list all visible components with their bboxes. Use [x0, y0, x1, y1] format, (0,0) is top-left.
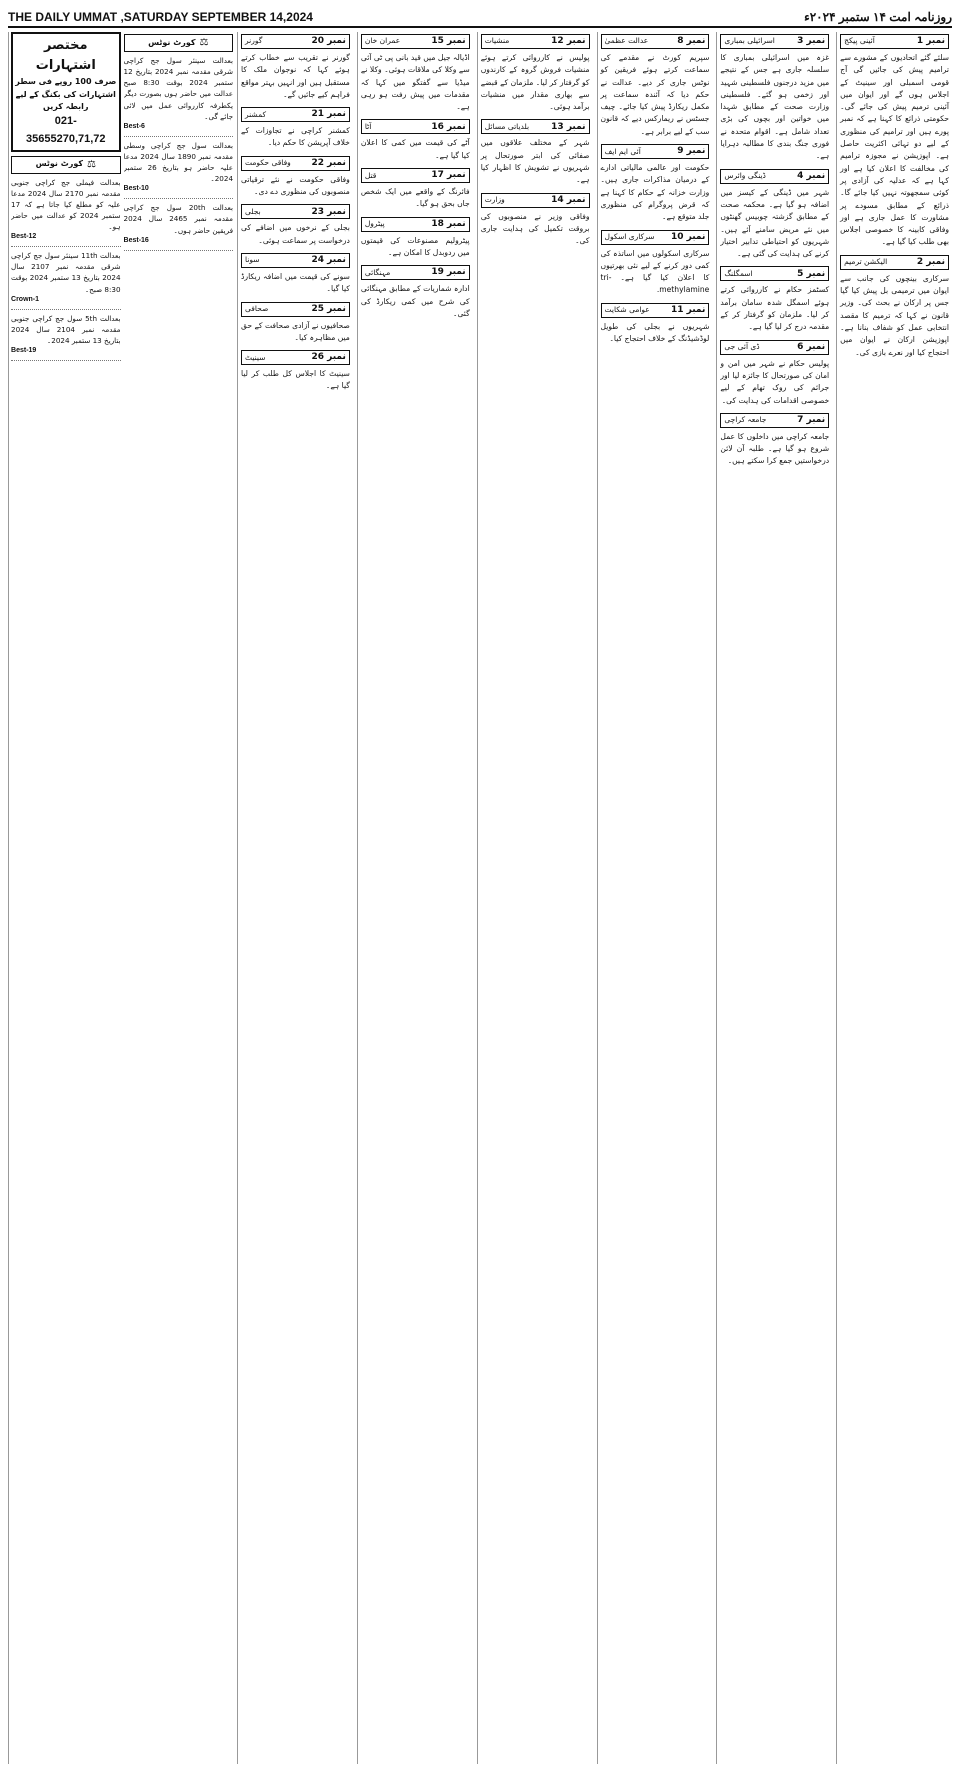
- story-number: نمبر 15: [431, 36, 466, 47]
- story-continuation-title: عمران خان: [364, 36, 401, 46]
- court-notice-ref: Best-16: [123, 236, 149, 244]
- story-number-box: [241, 107, 350, 122]
- story-text: شہر کے مختلف علاقوں میں صفائی کی ابتر صورتحال پر شہریوں نے تشویش کا اظہار کیا ہے۔: [480, 138, 590, 185]
- classified-ads-column: [11, 32, 121, 1764]
- story-text: شہر میں ڈینگی کے کیسز میں اضافہ ہو گیا ہے۔ محکمہ صحت کے مطابق گزشتہ چوبیس گھنٹوں میں نئے مریض سامنے آئے ہیں۔ شہریوں کو احتیاطی تدابیر اختیار کرنے کی ہدایت کی گئی ہے۔: [720, 187, 830, 259]
- court-notice-ref: Best-19: [11, 347, 37, 355]
- story-continuation-title: آٹا: [364, 121, 372, 131]
- story-number-box: [481, 34, 590, 49]
- court-notice: [11, 177, 121, 248]
- story-continuation-title: پیٹرول: [364, 219, 385, 229]
- story-number: نمبر 2: [916, 256, 945, 267]
- court-notice-header: [124, 34, 234, 52]
- news-column-5: [357, 32, 473, 1764]
- story-number-box: [361, 119, 470, 134]
- news-story: [241, 253, 350, 296]
- news-column-2: [716, 32, 832, 1764]
- news-column-4: [477, 32, 593, 1764]
- classified-section: [8, 32, 233, 1764]
- story-text: جامعہ کراچی میں داخلوں کا عمل شروع ہو گیا ہے۔ طلبہ آن لائن درخواستیں جمع کرا سکتے ہیں۔: [720, 431, 830, 466]
- story-text: سرکاری بینچوں کی جانب سے ایوان میں ترمیمی بل پیش کیا گیا جس پر ارکان نے بحث کی۔ وزیر قانون نے کہا کہ ترمیم کا مقصد انتخابی عمل کو شفاف بنانا ہے۔ اپوزیشن ارکان نے ایوان میں احتجاج کیا اور نعرے بازی کی۔: [840, 273, 949, 357]
- story-number-box: [361, 217, 470, 232]
- story-number: نمبر 17: [431, 170, 466, 181]
- story-number: نمبر 20: [311, 36, 346, 47]
- news-story: [720, 266, 829, 333]
- news-story: [840, 34, 949, 249]
- story-number: نمبر 18: [431, 218, 466, 229]
- court-notice-text: بعدالت سینئر سول جج کراچی شرقی مقدمہ نمبر 2024 بتاریخ 12 ستمبر 2024 بوقت 8:30 صبح عدالت میں حاضر ہوں بصورت دیگر یکطرفہ کارروائی عمل میں لائی جائے گی۔: [123, 56, 234, 121]
- story-number: نمبر 14: [551, 194, 586, 205]
- story-text: وفاقی وزیر نے منصوبوں کی بروقت تکمیل کی ہدایت جاری کی۔: [480, 211, 590, 246]
- news-story: [481, 119, 590, 186]
- classified-phone: 021-35655270,71,72: [26, 115, 106, 145]
- news-story: [601, 230, 710, 297]
- story-text: بجلی کے نرخوں میں اضافے کی درخواست پر سماعت ہوئی۔: [241, 223, 350, 245]
- court-notice-text: بعدالت 11th سینئر سول جج کراچی شرقی مقدمہ نمبر 2107 سال 2024 بتاریخ 13 ستمبر 2024 بوقت 8:30 صبح۔: [11, 251, 121, 294]
- court-notice-header-2: [11, 156, 121, 174]
- news-story: [601, 34, 710, 138]
- news-story: [361, 119, 470, 162]
- story-text: سینیٹ کا اجلاس کل طلب کر لیا گیا ہے۔: [241, 369, 350, 391]
- court-notices-column: [124, 32, 234, 1764]
- court-notice-ref: Crown-1: [11, 295, 40, 303]
- story-continuation-title: اسمگلنگ: [724, 268, 753, 278]
- story-text: آٹے کی قیمت میں کمی کا اعلان کیا گیا ہے۔: [360, 138, 470, 160]
- story-continuation-title: سونا: [245, 255, 260, 265]
- story-number-box: [720, 340, 829, 355]
- masthead: [8, 8, 952, 28]
- court-notice: [124, 140, 234, 199]
- story-number: نمبر 1: [916, 36, 945, 47]
- story-continuation-title: آئی ایم ایف: [604, 146, 641, 156]
- story-continuation-title: عدالت عظمیٰ: [604, 36, 649, 46]
- story-number: نمبر 7: [797, 415, 826, 426]
- news-story: [241, 204, 350, 247]
- story-continuation-title: ڈینگی وائرس: [724, 171, 766, 181]
- news-story: [241, 350, 350, 393]
- story-number-box: [840, 34, 949, 49]
- story-number: نمبر 26: [311, 352, 346, 363]
- story-number-box: [601, 34, 710, 49]
- story-text: پیٹرولیم مصنوعات کی قیمتوں میں ردوبدل کا امکان ہے۔: [360, 235, 470, 257]
- masthead-urdu-title: روزنامہ امت ۱۴ ستمبر ۲۰۲۴ء: [804, 10, 952, 24]
- story-number-box: [601, 303, 710, 318]
- story-continuation-title: سرکاری اسکول: [604, 231, 655, 241]
- story-number: نمبر 9: [677, 146, 706, 157]
- news-story: [361, 34, 470, 113]
- story-number-box: [601, 230, 710, 245]
- court-notice: [11, 250, 121, 309]
- story-text: گورنر نے تقریب سے خطاب کرتے ہوئے کہا کہ نوجوان ملک کا مستقبل ہیں اور انہیں بہتر مواقع فراہم کیے جائیں گے۔: [241, 53, 350, 99]
- court-notice-title-2: کورٹ نوٹس: [35, 159, 84, 169]
- classified-title: مختصر اشتہارات: [35, 38, 96, 74]
- story-continuation-title: وفاقی حکومت: [245, 158, 291, 168]
- newspaper-page: [8, 8, 952, 1764]
- news-column-3: [597, 32, 713, 1764]
- news-story: [720, 340, 829, 407]
- news-story: [720, 169, 829, 261]
- story-text: وفاقی حکومت نے نئے ترقیاتی منصوبوں کی منظوری دے دی۔: [241, 174, 350, 197]
- story-number-box: [720, 413, 829, 428]
- story-continuation-title: جامعہ کراچی: [724, 415, 767, 425]
- news-story: [241, 107, 350, 150]
- story-continuation-title: الیکشن ترمیم: [844, 257, 888, 267]
- story-number: نمبر 4: [797, 170, 826, 181]
- court-notice-title: کورٹ نوٹس: [148, 37, 196, 47]
- story-number-box: [241, 350, 350, 365]
- story-number: نمبر 6: [797, 341, 826, 352]
- story-number: نمبر 19: [431, 267, 466, 278]
- story-number-box: [241, 204, 350, 219]
- court-notice-text: بعدالت 20th سول جج کراچی مقدمہ نمبر 2465 سال 2024 فریقین حاضر ہوں۔: [123, 203, 234, 235]
- story-continuation-title: ڈی آئی جی: [724, 342, 760, 352]
- court-notice: [124, 55, 234, 137]
- story-continuation-title: عوامی شکایت: [604, 305, 650, 315]
- story-number: نمبر 8: [677, 36, 706, 47]
- story-continuation-title: سینیٹ: [245, 352, 266, 362]
- court-notice-text: بعدالت فیملی جج کراچی جنوبی مقدمہ نمبر 2170 سال 2024 مدعا علیہ کو مطلع کیا جاتا ہے کہ 17 ستمبر 2024 کو عدالت میں حاضر ہو۔: [11, 177, 121, 232]
- story-continuation-title: منشیات: [484, 36, 510, 46]
- story-number: نمبر 13: [551, 121, 586, 132]
- classified-booking: اشتہارات کی بکنگ کے لیے رابطہ کریں: [15, 89, 116, 112]
- story-text: سپریم کورٹ نے مقدمے کی سماعت کرتے ہوئے فریقین کو نوٹس جاری کر دیے۔ عدالت نے حکم دیا کہ آئندہ سماعت پر مکمل ریکارڈ پیش کیا جائے۔ چیف جسٹس نے ریمارکس دیے کہ قانون سب کے لیے برابر ہے۔: [600, 53, 710, 136]
- news-column-6: [237, 32, 353, 1764]
- story-text: ادارہ شماریات کے مطابق مہنگائی کی شرح میں کمی ریکارڈ کی گئی۔: [360, 284, 470, 318]
- story-number-box: [720, 34, 829, 49]
- story-number: نمبر 12: [551, 36, 586, 47]
- story-number-box: [361, 34, 470, 49]
- story-text: سلئے گئے اتحادیوں کے مشورے سے ترامیم پیش کی جائیں گی آج قومی اسمبلی اور سینیٹ کے اجلاس ہوں گے اور ایوان میں آئینی ترمیم پیش کی جائے گی۔ حکومتی ذرائع کا کہنا ہے کہ نمبر پورے ہیں اور ترامیم کی منظوری کے لیے دو تہائی اکثریت حاصل ہے۔ اپوزیشن نے مجوزہ ترامیم کی مخالفت کا اعلان کیا ہے اور کہا ہے کہ عدلیہ کی آزادی پر کوئی سمجھوتہ نہیں کیا جائے گا۔ ذرائع کے مطابق مسودے پر مشاورت کا عمل جاری ہے اور وفاقی کابینہ کا خصوصی اجلاس بھی طلب کیا گیا ہے۔: [840, 53, 949, 247]
- news-story: [601, 303, 710, 346]
- news-story: [241, 302, 350, 345]
- story-text: شہریوں نے بجلی کی طویل لوڈشیڈنگ کے خلاف احتجاج کیا۔: [600, 321, 710, 344]
- gavel-icon: ⚖: [199, 37, 209, 49]
- story-text: سرکاری اسکولوں میں اساتذہ کی کمی دور کرنے کے لیے نئی بھرتیوں کا اعلان کیا گیا ہے۔ tri-methylamine.: [600, 248, 710, 295]
- court-notice: [11, 313, 121, 361]
- story-number-box: [241, 302, 350, 317]
- story-text: غزہ میں اسرائیلی بمباری کا سلسلہ جاری ہے جس کے نتیجے میں مزید درجنوں فلسطینی شہید اور زخمی ہو گئے۔ فلسطینی وزارت صحت کے مطابق شہدا میں خواتین اور بچوں کی بڑی تعداد شامل ہے۔ اقوام متحدہ نے فوری جنگ بندی کا مطالبہ دہرایا ہے۔: [720, 53, 830, 161]
- classified-rate: صرف 100 روپے فی سطر: [15, 77, 117, 87]
- news-story: [840, 255, 949, 359]
- news-story: [601, 144, 710, 223]
- story-text: فائرنگ کے واقعے میں ایک شخص جاں بحق ہو گیا۔: [360, 187, 470, 209]
- story-number: نمبر 22: [311, 158, 346, 168]
- story-number: نمبر 3: [797, 36, 826, 47]
- news-body: [8, 32, 952, 1764]
- story-text: پولیس نے کارروائی کرتے ہوئے منشیات فروش گروہ کے کارندوں کو گرفتار کر لیا۔ ملزمان کے قبضے سے بھاری مقدار میں منشیات برآمد ہوئی۔: [480, 53, 590, 112]
- news-story: [720, 413, 829, 468]
- story-number-box: [241, 156, 350, 171]
- story-number: نمبر 5: [797, 268, 826, 279]
- story-number: نمبر 10: [670, 231, 706, 242]
- story-number: نمبر 21: [311, 109, 346, 120]
- story-continuation-title: بلدیاتی مسائل: [484, 121, 530, 131]
- gavel-icon: ⚖: [87, 158, 96, 170]
- story-text: صحافیوں نے آزادی صحافت کے حق میں مظاہرہ کیا۔: [241, 320, 350, 342]
- story-number-box: [720, 266, 829, 281]
- story-continuation-title: کمشنر: [245, 109, 267, 119]
- story-continuation-title: قتل: [364, 170, 377, 180]
- story-number: نمبر 23: [311, 206, 346, 217]
- story-text: اڈیالہ جیل میں قید بانی پی ٹی آئی سے وکلا کی ملاقات ہوئی۔ وکلا نے میڈیا سے گفتگو میں کہا کہ مقدمات میں پیش رفت ہو رہی ہے۔: [360, 53, 470, 112]
- court-notice-ref: Best-6: [123, 122, 145, 130]
- story-continuation-title: اسرائیلی بمباری: [724, 36, 775, 46]
- news-story: [720, 34, 829, 163]
- story-number-box: [241, 34, 350, 49]
- story-number-box: [840, 255, 949, 270]
- news-story: [481, 193, 590, 248]
- news-story: [481, 34, 590, 113]
- story-number: نمبر 16: [431, 121, 466, 132]
- story-number-box: [481, 119, 590, 134]
- story-number-box: [361, 168, 470, 183]
- story-text: کمشنر کراچی نے تجاوزات کے خلاف آپریشن کا حکم دیا۔: [241, 126, 350, 148]
- classified-ad-box: [11, 32, 121, 152]
- story-number: نمبر 11: [670, 304, 706, 315]
- story-continuation-title: وزارت: [484, 195, 505, 205]
- story-text: سونے کی قیمت میں اضافہ ریکارڈ کیا گیا۔: [241, 271, 350, 294]
- story-number-box: [241, 253, 350, 268]
- story-number: نمبر 25: [311, 303, 346, 314]
- news-story: [361, 265, 470, 320]
- news-story: [241, 156, 350, 199]
- story-number-box: [481, 193, 590, 208]
- story-continuation-title: صحافی: [245, 303, 269, 313]
- court-notice-text: بعدالت 5th سول جج کراچی جنوبی مقدمہ نمبر 2104 سال 2024 بتاریخ 13 ستمبر 2024۔: [11, 313, 121, 345]
- masthead-english-title: THE DAILY UMMAT ,SATURDAY SEPTEMBER 14,2024: [8, 10, 313, 24]
- news-story: [361, 217, 470, 260]
- story-number-box: [361, 265, 470, 280]
- news-column-1: [836, 32, 952, 1764]
- story-text: حکومت اور عالمی مالیاتی ادارے کے درمیان مذاکرات جاری ہیں۔ وزارت خزانہ کے حکام کا کہنا ہے کہ قرض پروگرام کی منظوری جلد متوقع ہے۔: [600, 163, 710, 222]
- story-continuation-title: آئینی پیکج: [844, 36, 875, 46]
- court-notice-text: بعدالت سول جج کراچی وسطی مقدمہ نمبر 1890 سال 2024 مدعا علیہ حاضر ہو بتاریخ 26 ستمبر 2024۔: [123, 140, 234, 184]
- court-notice: [124, 202, 234, 250]
- story-number-box: [720, 169, 829, 184]
- story-text: پولیس حکام نے شہر میں امن و امان کی صورتحال کا جائزہ لیا اور جرائم کی روک تھام کے لیے خصوصی اقدامات کی ہدایت کی۔: [720, 358, 830, 405]
- court-notice-ref: Best-12: [11, 233, 37, 241]
- story-continuation-title: مہنگائی: [364, 267, 391, 277]
- news-story: [361, 168, 470, 211]
- court-notice-ref: Best-10: [123, 185, 149, 193]
- story-continuation-title: بجلی: [245, 206, 261, 216]
- news-story: [241, 34, 350, 101]
- story-number-box: [601, 144, 710, 159]
- story-number: نمبر 24: [311, 255, 346, 266]
- story-text: کسٹمز حکام نے کارروائی کرتے ہوئے اسمگل شدہ سامان برآمد کر لیا۔ ملزمان کو گرفتار کر کے مقدمہ درج کر لیا گیا ہے۔: [720, 285, 830, 332]
- story-continuation-title: گورنر: [245, 36, 263, 46]
